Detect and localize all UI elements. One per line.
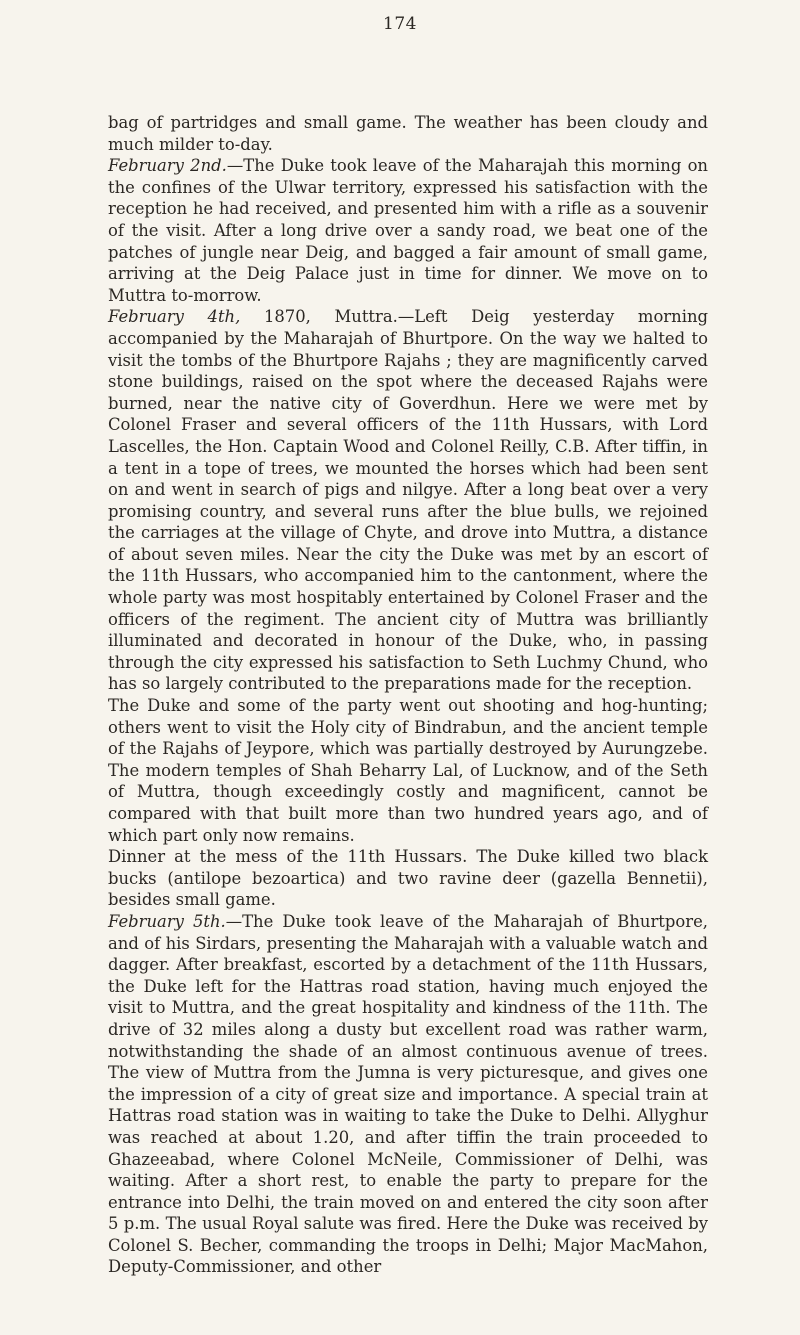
body-text [108,112,708,1278]
paragraph-text: The Duke and some of the party went out shooting and hog-hunting; others went to visit the Holy city of Bindrabun, and the ancient temple of the Rajahs of Jeypore, which was partially destroyed by Aurungzebe. The modern temples of Shah Beharry Lal, of Lucknow, and of the Seth of Muttra, though exceedingly costly and magnificent, cannot be compared with that built more than two hundred years ago, and of which part only now remains. [108,696,708,845]
paragraph-text: 1870, Muttra.—Left Deig yesterday morning accompanied by the Maharajah of Bhurtpore. On the way we halted to visit the tombs of the Bhurtpore Rajahs ; they are magnificently carved stone buildings, raised on the spot where the deceased Rajahs were burned, near the native city of Goverdhun. Here we were met by Colonel Fraser and several officers of the 11th Hussars, with Lord Lascelles, the Hon. Captain Wood and Colonel Reilly, C.B. After tiffin, in a tent in a tope of trees, we mounted the horses which had been sent on and went in search of pigs and nilgye. After a long beat over a very promising country, and several runs after the blue bulls, we rejoined the carriages at the village of Chyte, and drove into Muttra, a distance of about seven miles. Near the city the Duke was met by an escort of the 11th Hussars, who accompanied him to the cantonment, where the whole party was most hospitably entertained by Colonel Fraser and the officers of the regiment. The ancient city of Muttra was brilliantly illuminated and decorated in honour of the Duke, who, in passing through the city expressed his satisfaction to Seth Luchmy Chund, who has so largely contributed to the preparations made for the reception. [108,307,708,694]
paragraph [108,911,708,1278]
paragraph [108,695,708,846]
page-number: 174 [383,14,417,34]
dateline: February 4th, [108,307,241,327]
paragraph [108,155,708,306]
dateline: February 5th. [108,911,226,931]
paragraph-text: Dinner at the mess of the 11th Hussars. The Duke killed two black bucks (antilope bezoartica) and two ravine deer (gazella Bennetii), besides small game. [108,847,708,910]
paragraph-text: bag of partridges and small game. The weather has been cloudy and much milder to-day. [108,113,708,154]
paragraph-text: —The Duke took leave of the Maharajah this morning on the confines of the Ulwar territory, expressed his satisfaction with the reception he had received, and presented him with a rifle as a souvenir of the visit. After a long drive over a sandy road, we beat one of the patches of jungle near Deig, and bagged a fair amount of small game, arriving at the Deig Palace just in time for dinner. We move on to Muttra to-morrow. [108,156,708,305]
dateline: February 2nd. [108,156,227,176]
paragraph [108,112,708,155]
paragraph [108,846,708,911]
paragraph-text: —The Duke took leave of the Maharajah of Bhurtpore, and of his Sirdars, presenting the Maharajah with a valuable watch and dagger. After breakfast, escorted by a detachment of the 11th Hussars, the Duke left for the Hattras road station, having much enjoyed the visit to Muttra, and the great hospitality and kindness of the 11th. The drive of 32 miles along a dusty but excellent road was rather warm, notwithstanding the shade of an almost continuous avenue of trees. The view of Muttra from the Jumna is very picturesque, and gives one the impression of a city of great size and importance. A special train at Hattras road station was in waiting to take the Duke to Delhi. Allyghur was reached at about 1.20, and after tiffin the train proceeded to Ghazeeabad, where Colonel McNeile, Commissioner of Delhi, was waiting. After a short rest, to enable the party to prepare for the entrance into Delhi, the train moved on and entered the city soon after 5 p.m. The usual Royal salute was fired. Here the Duke was received by Colonel S. Becher, commanding the troops in Delhi; Major MacMahon, Deputy-Commissioner, and other [108,911,708,1277]
paragraph [108,306,708,695]
